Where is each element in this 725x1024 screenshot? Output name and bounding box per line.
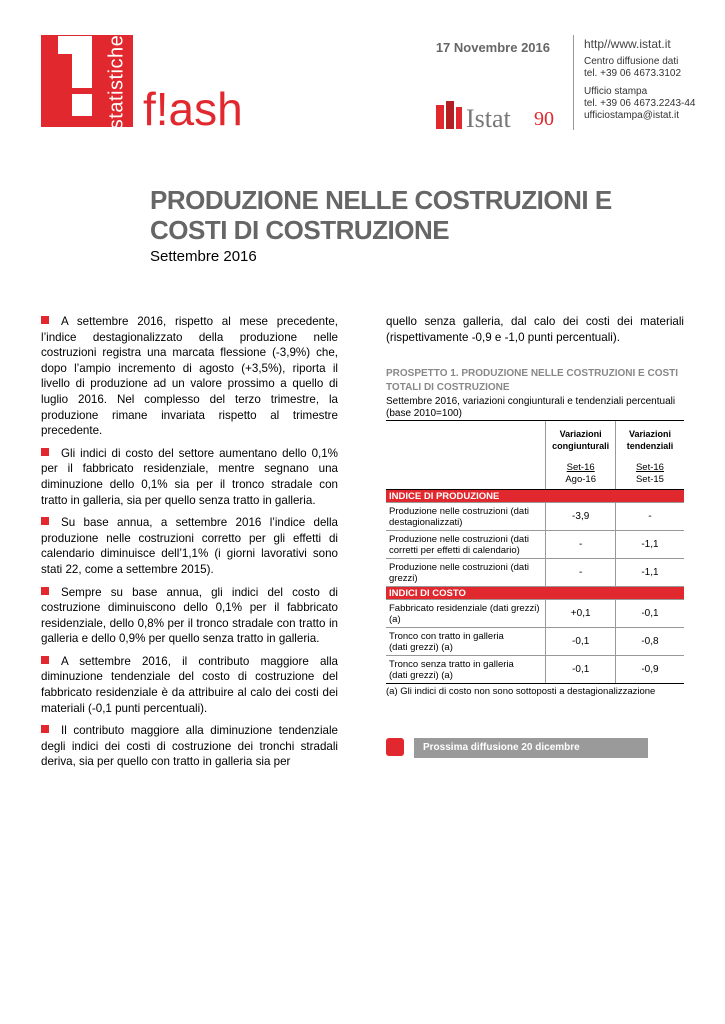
istat-logo-icon [434,97,574,131]
period-cell: Set-16 Ago-16 [546,459,616,490]
data-table [386,420,684,684]
next-release-bar [414,738,648,758]
bullet-paragraph: Sempre su base annua, gli indici del costo di costruzione diminuiscono dello 0,1% per il fabbricato residenziale, dello 0,8% per il tronco stradale con tratto in galleria e dello 0,9% per quello senza tratto in galleria. [41,585,338,646]
bullet-paragraph: Su base annua, a settembre 2016 l’indice della produzione nelle costruzioni corretto per gli effetti di calendario diminuisce dell’1,1% (i giorni lavorativi sono stati 22, come a settembre 2015). [41,516,338,576]
table-row: Fabbricato residenziale (dati grezzi) (a) +0,1 -0,1 [386,600,684,628]
table-subtitle: Settembre 2016, variazioni congiunturali e tendenziali percentuali (base 2010=100) [386,396,676,420]
table-note: (a) Gli indici di costo non sono sottoposti a destagionalizzazione [386,686,656,698]
table-row: Tronco con tratto in galleria (dati grezzi) (a) -0,1 -0,8 [386,628,684,656]
table-row: Tronco senza tratto in galleria (dati grezzi) (a) -0,1 -0,9 [386,656,684,684]
flash-wordmark: f!ash [143,83,243,135]
logo-vertical-text: statistiche [105,34,128,130]
next-release-marker [386,738,404,756]
contact-label: Ufficio stampa [584,86,648,97]
section-row: INDICI DI COSTO [386,587,684,600]
contacts-block [584,38,724,122]
bullet-icon [41,448,49,456]
bullet-paragraph: A settembre 2016, rispetto al mese precedente, l’indice destagionalizzato della produzione nelle costruzioni registra una marcata flessione (-3,9%) che, dopo l’ampio incremento di agosto (+3,5%), riporta il livello di produzione ad un valore prossimo a quello di luglio 2016. Nel complesso del terzo trimestre, la produzione rimane invariata rispetto al trimestre precedente. [41,315,338,438]
table-row: Produzione nelle costruzioni (dati grezzi) - -1,1 [386,559,684,587]
table-row: Produzione nelle costruzioni (dati corretti per effetti di calendario) - -1,1 [386,531,684,559]
exclamation-logo-icon [58,36,104,116]
website-link[interactable]: http//www.istat.it [584,37,671,51]
table-period-row [386,459,684,490]
table-row: Produzione nelle costruzioni (dati destagionalizzati) -3,9 - [386,503,684,531]
continued-paragraph: quello senza galleria, dal calo dei costi dei materiali (rispettivamente -0,9 e -1,0 punti percentuali). [386,315,684,344]
bullet-paragraph: A settembre 2016, il contributo maggiore alla diminuzione tendenziale del costo di costruzione del fabbricato residenziale è da attribuire al calo dei costi dei materiali (-0,1 punti percentuali). [41,654,338,715]
contact-phone: tel. +39 06 4673.3102 [584,68,682,79]
bullet-paragraph: Gli indici di costo del settore aumentano dello 0,1% per il fabbricato residenziale, mentre segnano una diminuzione dello 0,1% sia per il tronco stradale con tratto in galleria, sia per quello senza tratto in galleria. [41,446,338,507]
period-cell: Set-16 Set-15 [615,459,684,490]
bullet-icon [41,587,49,595]
contact-phone: tel. +39 06 4673.2243-44 [584,98,696,109]
left-column [41,314,338,777]
right-column [386,314,684,697]
document-subtitle: Settembre 2016 [150,248,257,265]
contact-label: Centro diffusione dati [584,56,679,67]
contact-email[interactable]: ufficiostampa@istat.it [584,110,680,121]
bullet-icon [41,316,49,324]
document-title: PRODUZIONE NELLE COSTRUZIONI E COSTI DI COSTRUZIONE [150,185,612,245]
section-row: INDICE DI PRODUZIONE [386,490,684,503]
next-release-text: Prossima diffusione 20 dicembre [423,742,580,753]
col-header: Variazioni congiunturali [546,421,616,460]
istat-anniversary: 90 [534,108,554,130]
bullet-icon [41,725,49,733]
table-title: PROSPETTO 1. PRODUZIONE NELLE COSTRUZIONI E COSTI TOTALI DI COSTRUZIONE [386,368,679,394]
col-header: Variazioni tendenziali [615,421,684,460]
publication-date: 17 Novembre 2016 [435,40,550,55]
bullet-icon [41,656,49,664]
header-divider [573,35,574,130]
istat-wordmark: Istat [466,104,511,131]
table-header-row [386,421,684,460]
bullet-icon [41,517,49,525]
bullet-paragraph: Il contributo maggiore alla diminuzione tendenziale degli indici dei costi di costruzione dei tronchi stradali deriva, sia per quello con tratto in galleria sia per [41,724,338,769]
